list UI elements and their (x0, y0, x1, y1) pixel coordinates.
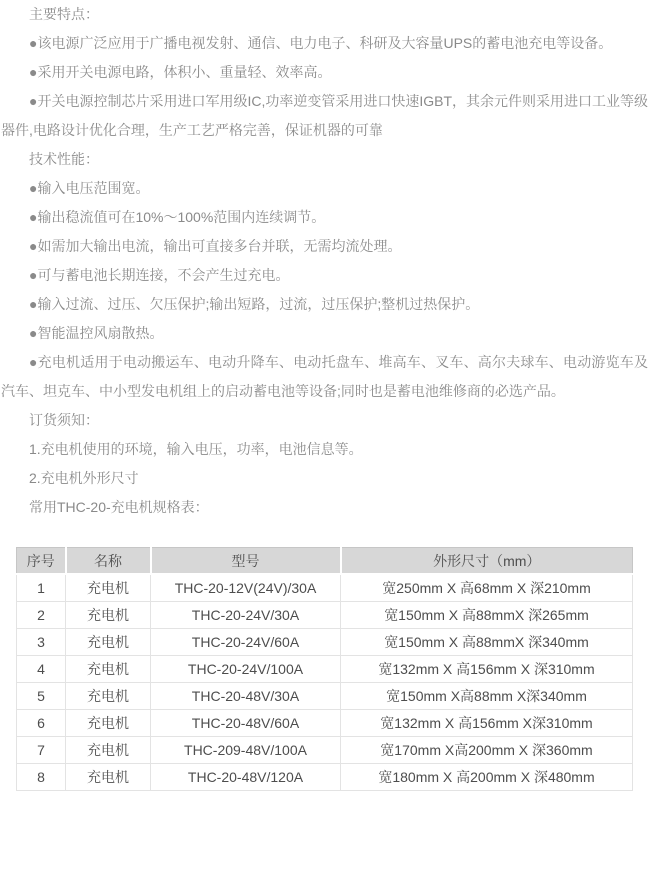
table-cell: THC-20-48V/60A (151, 710, 341, 737)
table-cell: 充电机 (66, 710, 151, 737)
table-cell: 3 (17, 629, 66, 656)
paragraph: ●如需加大输出电流，输出可直接多台并联，无需均流处理。 (29, 238, 402, 254)
table-cell: 1 (17, 574, 66, 602)
paragraph: ●该电源广泛应用于广播电视发射、通信、电力电子、科研及大容量UPS的蓄电池充电等设备。 (29, 35, 613, 51)
table-row (17, 656, 633, 683)
paragraph: ●输入过流、过压、欠压保护;输出短路，过流，过压保护;整机过热保护。 (29, 296, 480, 312)
table-cell: 宽250mm X 高68mm X 深210mm (341, 574, 633, 602)
table-cell: 宽150mm X高88mm X深340mm (341, 683, 633, 710)
paragraph: 订货须知： (29, 412, 99, 428)
table-cell: THC-20-24V/30A (151, 602, 341, 629)
table-row (17, 574, 633, 602)
paragraph: 2.充电机外形尺寸 (29, 470, 139, 486)
table-cell: 7 (17, 737, 66, 764)
table-row (17, 764, 633, 791)
paragraph: 技术性能： (29, 151, 99, 167)
spec-column-header: 名称 (66, 548, 151, 575)
paragraph: ●采用开关电源电路，体积小、重量轻、效率高。 (29, 64, 332, 80)
table-cell: 2 (17, 602, 66, 629)
table-cell: THC-20-12V(24V)/30A (151, 574, 341, 602)
table-cell: THC-20-48V/120A (151, 764, 341, 791)
table-row (17, 683, 633, 710)
table-row (17, 737, 633, 764)
paragraph: ●开关电源控制芯片采用进口军用级IC,功率逆变管采用进口快速IGBT，其余元件则采用进口工业等级器件,电路设计优化合理，生产工艺严格完善，保证机器的可靠 (1, 93, 649, 138)
spec-column-header: 外形尺寸（mm） (341, 548, 633, 575)
paragraph: 主要特点： (29, 6, 99, 22)
table-cell: 宽150mm X 高88mmX 深265mm (341, 602, 633, 629)
table-cell: 充电机 (66, 574, 151, 602)
paragraph: 常用THC-20-充电机规格表： (29, 499, 209, 515)
table-cell: THC-20-24V/60A (151, 629, 341, 656)
table-cell: 充电机 (66, 683, 151, 710)
paragraph: ●智能温控风扇散热。 (29, 325, 164, 341)
charger-spec-table (16, 547, 633, 791)
spec-table-body (17, 574, 633, 791)
table-cell: THC-20-24V/100A (151, 656, 341, 683)
table-cell: 宽180mm X 高200mm X 深480mm (341, 764, 633, 791)
paragraph: ●输入电压范围宽。 (29, 180, 150, 196)
table-cell: 宽132mm X 高156mm X 深310mm (341, 656, 633, 683)
table-cell: 宽150mm X 高88mmX 深340mm (341, 629, 633, 656)
spec-column-header: 型号 (151, 548, 341, 575)
paragraph: ●可与蓄电池长期连接，不会产生过充电。 (29, 267, 290, 283)
table-cell: 充电机 (66, 629, 151, 656)
table-cell: THC-20-48V/30A (151, 683, 341, 710)
table-cell: 宽132mm X 高156mm X深310mm (341, 710, 633, 737)
table-row (17, 710, 633, 737)
paragraph: 1.充电机使用的环境，输入电压，功率，电池信息等。 (29, 441, 363, 457)
table-cell: 5 (17, 683, 66, 710)
table-cell: 宽170mm X高200mm X 深360mm (341, 737, 633, 764)
spec-column-header: 序号 (17, 548, 66, 575)
table-cell: 充电机 (66, 764, 151, 791)
table-row (17, 629, 633, 656)
table-cell: THC-209-48V/100A (151, 737, 341, 764)
table-cell: 6 (17, 710, 66, 737)
table-cell: 充电机 (66, 602, 151, 629)
paragraph: ●充电机适用于电动搬运车、电动升降车、电动托盘车、堆高车、叉车、高尔夫球车、电动游览车及汽车、坦克车、中小型发电机组上的启动蓄电池等设备;同时也是蓄电池维修商的必选产品。 (1, 354, 648, 399)
table-cell: 8 (17, 764, 66, 791)
spec-table-header-row (17, 548, 633, 575)
paragraph: ●输出稳流值可在10%～100%范围内连续调节。 (29, 209, 326, 225)
table-cell: 充电机 (66, 737, 151, 764)
table-cell: 充电机 (66, 656, 151, 683)
table-row (17, 602, 633, 629)
table-cell: 4 (17, 656, 66, 683)
